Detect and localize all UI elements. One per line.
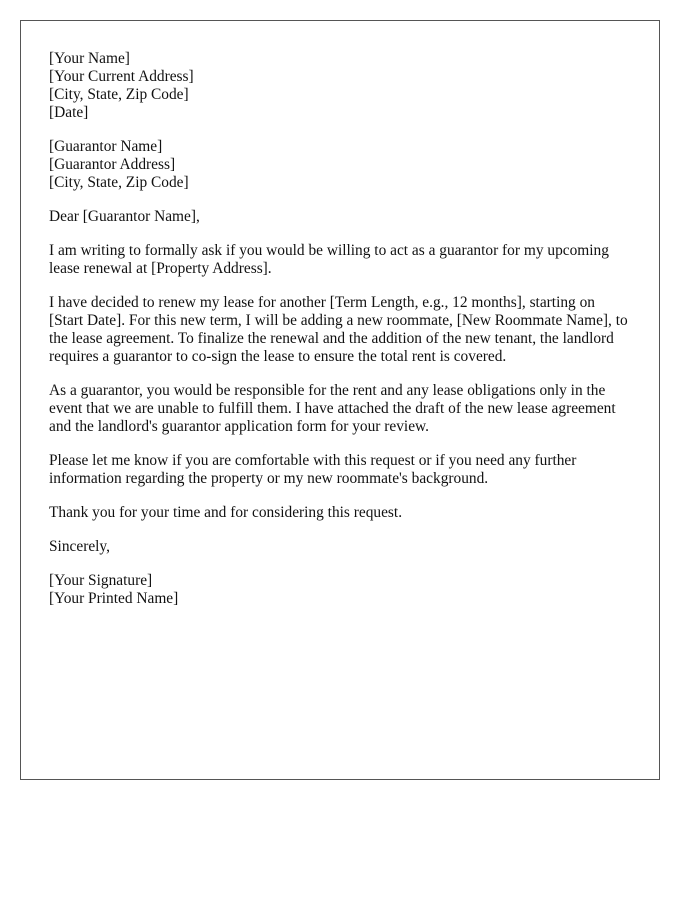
letter-date: [Date]: [49, 104, 89, 121]
salutation: Dear [Guarantor Name],: [49, 208, 200, 225]
closing: Sincerely,: [49, 538, 110, 555]
paragraph-request: I am writing to formally ask if you would be willing to act as a guarantor for my upcoming lease renewal at [Property Address].: [49, 242, 609, 277]
recipient-address: [Guarantor Address]: [49, 156, 176, 173]
sender-city-state-zip: [City, State, Zip Code]: [49, 86, 189, 103]
printed-name: [Your Printed Name]: [49, 590, 179, 607]
sender-name: [Your Name]: [49, 50, 130, 67]
paragraph-guarantor-responsibility: As a guarantor, you would be responsible for the rent and any lease obligations only in the event that we are unable to fulfill them. I have attached the draft of the new lease agreement and the landlord's guarantor application form for your review.: [49, 382, 616, 435]
paragraph-lease-details: I have decided to renew my lease for another [Term Length, e.g., 12 months], starting on [Start Date]. For this new term, I will be adding a new roommate, [New Roommate Name], to the lease agreement. To finalize the renewal and the addition of the new tenant, the landlord requires a guarantor to co-sign the lease to ensure the total rent is covered.: [49, 294, 628, 365]
sender-address: [Your Current Address]: [49, 68, 194, 85]
recipient-name: [Guarantor Name]: [49, 138, 163, 155]
recipient-city-state-zip: [City, State, Zip Code]: [49, 174, 189, 191]
recipient-block: [49, 138, 631, 192]
letter-page: [20, 20, 660, 780]
sender-block: [49, 50, 631, 122]
signature-block: [49, 572, 631, 608]
paragraph-thanks: Thank you for your time and for considering this request.: [49, 504, 403, 521]
signature-line: [Your Signature]: [49, 572, 153, 589]
paragraph-follow-up: Please let me know if you are comfortable with this request or if you need any further information regarding the property or my new roommate's background.: [49, 452, 577, 487]
